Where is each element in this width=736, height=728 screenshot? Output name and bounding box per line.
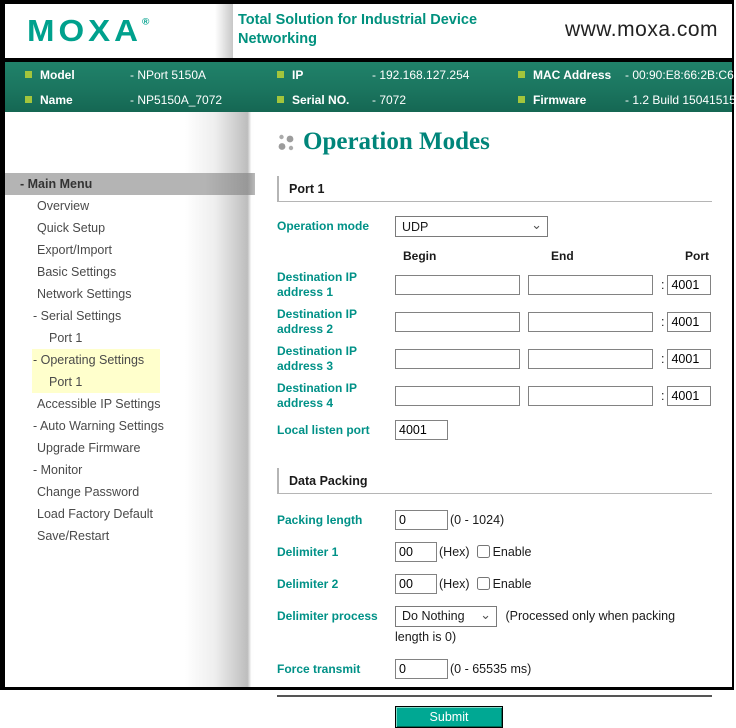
bullet-icon: [277, 96, 284, 103]
delimiter-1-enable-checkbox[interactable]: [477, 545, 490, 558]
page-title: Operation Modes: [303, 128, 490, 155]
registered-mark: ®: [142, 17, 150, 28]
info-value-serial: - 7072: [372, 92, 407, 107]
nav-menu: [5, 173, 255, 547]
delimiter-2-enable-label: Enable: [492, 577, 532, 591]
info-label-mac: MAC Address: [518, 68, 625, 82]
dest-ip-4-label: Destination IP address 4: [277, 381, 357, 410]
delimiter-1-label: Delimiter 1: [277, 545, 339, 559]
delimiter-process-hint: (Processed only when packing length is 0): [395, 609, 676, 645]
sidebar-item-change-password[interactable]: Change Password: [37, 485, 140, 499]
delimiter-1-hex-hint: (Hex): [439, 545, 470, 559]
submit-button[interactable]: Submit: [395, 706, 503, 728]
delimiter-2-input[interactable]: [395, 574, 437, 594]
local-listen-port-input[interactable]: [395, 420, 448, 440]
delimiter-2-label: Delimiter 2: [277, 577, 339, 591]
column-header-port: Port: [685, 249, 709, 263]
sidebar-item-network-settings[interactable]: Network Settings: [37, 287, 132, 301]
sidebar-item-basic-settings[interactable]: Basic Settings: [37, 265, 117, 279]
info-value-ip: - 192.168.127.254: [372, 67, 470, 82]
header: [5, 4, 732, 58]
moxa-logo: MOXA®: [27, 13, 150, 48]
delimiter-2-enable-checkbox[interactable]: [477, 577, 490, 590]
dest-ip-4-end-input[interactable]: [528, 386, 653, 406]
dest-ip-3-begin-input[interactable]: [395, 349, 520, 369]
sidebar: [5, 112, 255, 687]
sidebar-item-operating-port1[interactable]: Port 1: [5, 371, 255, 393]
delimiter-2-hex-hint: (Hex): [439, 577, 470, 591]
section-header-port1: Port 1: [277, 176, 712, 202]
delimiter-process-label: Delimiter process: [277, 609, 378, 623]
dest-ip-1-begin-input[interactable]: [395, 275, 520, 295]
dest-ip-2-end-input[interactable]: [528, 312, 653, 332]
sidebar-item-serial-port1[interactable]: Port 1: [49, 331, 83, 345]
force-transmit-input[interactable]: [395, 659, 448, 679]
packing-length-hint: (0 - 1024): [450, 513, 505, 527]
delimiter-process-select[interactable]: Do Nothing ⌄: [395, 606, 497, 627]
bullet-icon: [277, 71, 284, 78]
main-content: Operation Modes Port 1 Operation mode UDP ⌄ Begin End Port Destination IP address 1 : 4001 Destination IP address 2 : 4001 Destination IP address 3 : 4001 Destination IP address 4 : 4001 Local listen port 4001 Data Packing Packing length 0 (0 - 1024) Delimiter 1 00 (Hex) Enable Delimiter 2 00 (Hex) Enable Delimiter process Do Nothing ⌄ (Processed only when packing length is 0) Force transmit 0 (0 - 65535 ms) Submit: [255, 112, 732, 687]
sidebar-item-main-menu[interactable]: - Main Menu: [5, 173, 255, 195]
device-info-bar: [5, 58, 736, 112]
sidebar-item-upgrade-firmware[interactable]: Upgrade Firmware: [37, 441, 141, 455]
sidebar-item-accessible-ip[interactable]: Accessible IP Settings: [37, 397, 161, 411]
sidebar-item-monitor[interactable]: - Monitor: [33, 463, 83, 477]
header-tagline: Total Solution for Industrial Device Networking: [238, 12, 478, 47]
info-label-name: Name: [25, 93, 130, 107]
dest-ip-1-port-input[interactable]: [667, 275, 711, 295]
sidebar-item-overview[interactable]: Overview: [37, 199, 90, 213]
info-label-ip: IP: [277, 68, 372, 82]
dest-ip-4-port-input[interactable]: [667, 386, 711, 406]
dest-ip-3-port-input[interactable]: [667, 349, 711, 369]
dest-ip-1-end-input[interactable]: [528, 275, 653, 295]
dest-ip-2-begin-input[interactable]: [395, 312, 520, 332]
dest-ip-2-label: Destination IP address 2: [277, 307, 357, 336]
sidebar-item-auto-warning[interactable]: - Auto Warning Settings: [33, 419, 164, 433]
section-header-data-packing: Data Packing: [277, 468, 712, 494]
dest-ip-4-begin-input[interactable]: [395, 386, 520, 406]
website-text: www.moxa.com: [564, 18, 718, 41]
column-header-begin: Begin: [403, 249, 437, 263]
force-transmit-hint: (0 - 65535 ms): [450, 662, 532, 677]
info-label-model: Model: [25, 68, 130, 82]
info-label-serial: Serial NO.: [277, 93, 372, 107]
packing-length-input[interactable]: [395, 510, 448, 530]
delimiter-1-input[interactable]: [395, 542, 437, 562]
info-value-model: - NPort 5150A: [130, 67, 207, 82]
local-listen-port-label: Local listen port: [277, 423, 370, 437]
info-value-mac: - 00:90:E8:66:2B:C6: [625, 67, 734, 82]
force-transmit-label: Force transmit: [277, 662, 361, 677]
info-label-firmware: Firmware: [518, 93, 625, 107]
bullet-icon: [518, 71, 525, 78]
sidebar-item-operating-settings[interactable]: - Operating Settings: [5, 349, 255, 371]
packing-length-label: Packing length: [277, 513, 363, 527]
sidebar-item-export-import[interactable]: Export/Import: [37, 243, 113, 257]
dest-ip-2-port-input[interactable]: [667, 312, 711, 332]
chevron-down-icon: ⌄: [531, 216, 542, 232]
dots-icon: [277, 133, 296, 152]
divider: [277, 695, 712, 697]
bullet-icon: [25, 71, 32, 78]
dest-ip-3-label: Destination IP address 3: [277, 344, 357, 373]
sidebar-item-serial-settings[interactable]: - Serial Settings: [33, 309, 122, 323]
column-header-end: End: [551, 249, 574, 263]
sidebar-item-save-restart[interactable]: Save/Restart: [37, 529, 110, 543]
info-value-name: - NP5150A_7072: [130, 92, 223, 107]
info-value-firmware: - 1.2 Build 15041515: [625, 92, 736, 107]
sidebar-item-quick-setup[interactable]: Quick Setup: [37, 221, 106, 235]
chevron-down-icon: ⌄: [480, 606, 491, 622]
sidebar-item-load-factory-default[interactable]: Load Factory Default: [37, 507, 154, 521]
bullet-icon: [25, 96, 32, 103]
dest-ip-1-label: Destination IP address 1: [277, 270, 357, 299]
operation-mode-select[interactable]: UDP ⌄: [395, 216, 548, 237]
delimiter-1-enable-label: Enable: [492, 545, 532, 559]
operation-mode-label: Operation mode: [277, 219, 370, 233]
logo-area: [5, 4, 233, 58]
dest-ip-3-end-input[interactable]: [528, 349, 653, 369]
bullet-icon: [518, 96, 525, 103]
